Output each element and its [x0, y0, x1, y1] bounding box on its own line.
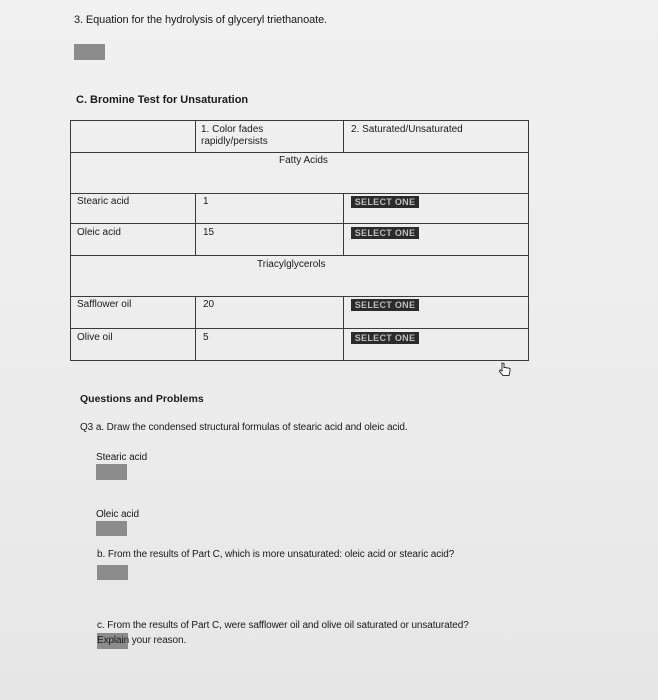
answer-box-stearic[interactable]	[96, 464, 127, 480]
row-stearic-name: Stearic acid	[77, 196, 130, 207]
question-3a: Q3 a. Draw the condensed structural formulas of stearic acid and oleic acid.	[80, 422, 408, 433]
question-3b: b. From the results of Part C, which is more unsaturated: oleic acid or stearic acid?	[97, 549, 455, 560]
row-oleic-value: 15	[203, 227, 215, 238]
select-olive[interactable]: SELECT ONE	[351, 332, 419, 344]
pointer-cursor-icon	[498, 362, 512, 378]
row-olive-value: 5	[203, 332, 209, 343]
row-oleic-name: Oleic acid	[77, 227, 121, 238]
row-olive-name: Olive oil	[77, 332, 113, 343]
select-oleic[interactable]: SELECT ONE	[351, 227, 419, 239]
oleic-acid-label: Oleic acid	[96, 509, 139, 520]
part-c-title: C. Bromine Test for Unsaturation	[76, 94, 249, 106]
question-3c-line1: c. From the results of Part C, were safflower oil and olive oil saturated or unsaturated?	[97, 620, 469, 631]
section-3-title: 3. Equation for the hydrolysis of glyceryl triethanoate.	[74, 14, 328, 26]
col2-header: 2. Saturated/Unsaturated	[351, 124, 463, 135]
answer-box-3b[interactable]	[97, 565, 128, 580]
group-triacylglycerols: Triacylglycerols	[257, 259, 326, 270]
select-stearic[interactable]: SELECT ONE	[351, 196, 419, 208]
stearic-acid-label: Stearic acid	[96, 452, 148, 463]
row-safflower-value: 20	[203, 299, 215, 310]
bromine-test-table	[70, 120, 529, 361]
row-safflower-name: Safflower oil	[77, 299, 132, 310]
col1-header: 1. Color fades rapidly/persists	[201, 124, 268, 147]
questions-heading: Questions and Problems	[80, 393, 204, 405]
answer-box-oleic[interactable]	[96, 521, 127, 536]
group-fatty-acids: Fatty Acids	[279, 155, 328, 166]
question-3c-line2: Explain your reason.	[97, 635, 187, 646]
row-stearic-value: 1	[203, 196, 209, 207]
select-safflower[interactable]: SELECT ONE	[351, 299, 419, 311]
answer-box-equation[interactable]	[74, 44, 105, 60]
